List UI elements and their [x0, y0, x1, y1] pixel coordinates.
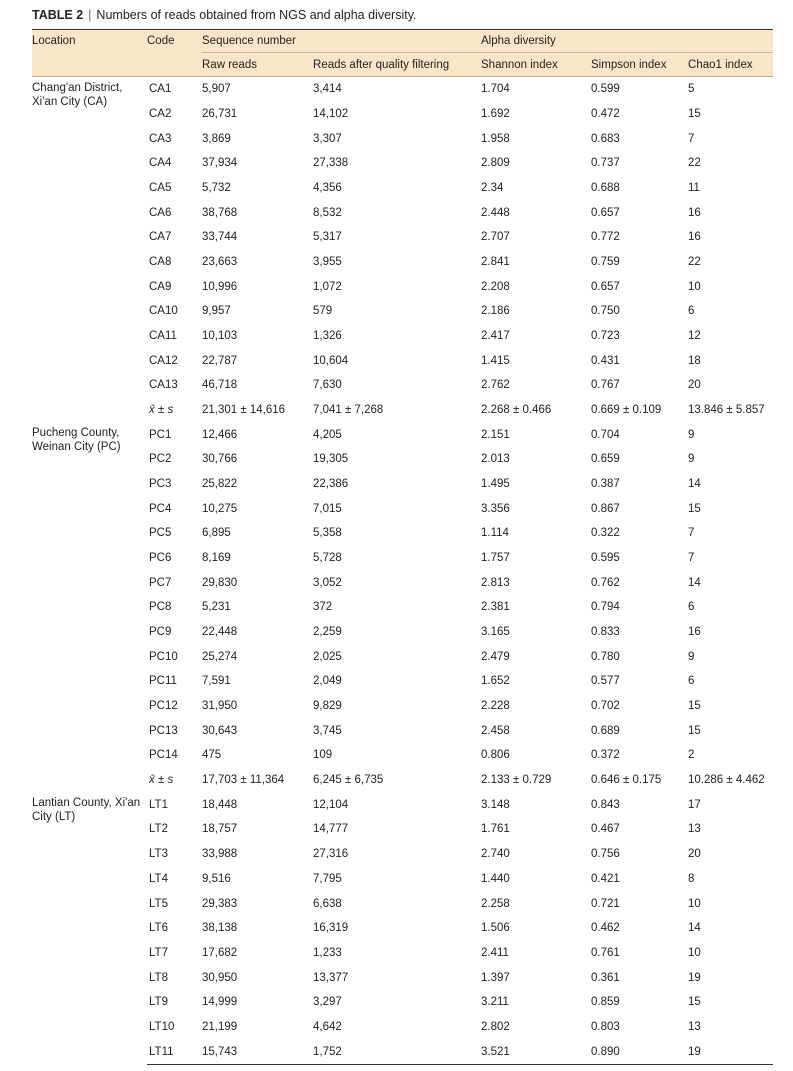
header-chao1-index: Chao1 index: [688, 53, 773, 77]
cell-reads-after-filtering: 22,386: [313, 478, 349, 491]
cell-shannon-index: 2.740: [481, 848, 510, 861]
cell-chao1-index: 20: [688, 848, 701, 861]
cell-code: CA5: [149, 182, 172, 195]
cell-shannon-index: 2.133 ± 0.729: [481, 774, 552, 787]
cell-code: PC1: [149, 428, 172, 441]
cell-code: LT11: [147, 1039, 202, 1064]
cell-raw-reads: 9,516: [202, 872, 231, 885]
cell-raw-reads: 10,996: [202, 280, 238, 293]
cell-chao1-index: 16: [688, 206, 701, 219]
cell-simpson-index: 0.361: [591, 971, 620, 984]
cell-raw-reads: 26,731: [202, 108, 238, 120]
cell-reads-after-filtering: 4,205: [313, 428, 342, 441]
cell-raw-reads: 10,103: [202, 330, 238, 343]
cell-shannon-index: 1.506: [481, 922, 510, 935]
cell-raw-reads: 5,732: [202, 182, 231, 195]
cell-raw-reads: 29,830: [202, 576, 238, 589]
cell-reads-after-filtering: 27,316: [313, 848, 349, 861]
cell-shannon-index: 1.692: [481, 108, 510, 120]
cell-reads-after-filtering: 6,245 ± 6,735: [313, 774, 384, 787]
cell-simpson-index: 0.421: [591, 872, 620, 885]
cell-reads-after-filtering: 10,604: [313, 354, 349, 367]
cell-reads-after-filtering: 5,728: [313, 552, 342, 565]
cell-chao1-index: 10: [688, 946, 701, 959]
cell-chao1-index: 19: [688, 1039, 773, 1064]
table-caption-text: Numbers of reads obtained from NGS and alpha diversity.: [96, 8, 417, 22]
cell-shannon-index: 0.806: [481, 749, 510, 762]
cell-raw-reads: 25,822: [202, 478, 238, 491]
cell-code: PC9: [149, 626, 172, 639]
cell-raw-reads: 33,988: [202, 848, 238, 861]
cell-chao1-index: 16: [688, 626, 701, 639]
cell-chao1-index: 15: [688, 108, 701, 120]
cell-shannon-index: 1.495: [481, 478, 510, 491]
cell-reads-after-filtering: 2,049: [313, 675, 342, 688]
cell-shannon-index: 1.397: [481, 971, 510, 984]
cell-code: CA11: [149, 330, 177, 343]
cell-code: PC7: [149, 576, 172, 589]
cell-shannon-index: 2.411: [481, 946, 509, 959]
cell-chao1-index: 7: [688, 132, 695, 145]
cell-code: PC4: [149, 502, 172, 515]
cell-chao1-index: 13.846 ± 5.857: [688, 404, 765, 417]
cell-code: LT3: [149, 848, 168, 861]
header-raw-reads: Raw reads: [202, 53, 313, 77]
cell-chao1-index: 10: [688, 897, 701, 910]
cell-chao1-index: 22: [688, 157, 701, 170]
cell-code: CA4: [149, 157, 172, 170]
cell-simpson-index: 0.890: [591, 1039, 688, 1064]
cell-shannon-index: 2.762: [481, 379, 510, 392]
cell-reads-after-filtering: 109: [313, 749, 333, 762]
cell-raw-reads: 14,999: [202, 996, 238, 1009]
cell-raw-reads: 37,934: [202, 157, 238, 170]
cell-shannon-index: 1.415: [481, 354, 510, 367]
cell-simpson-index: 0.577: [591, 675, 620, 688]
cell-raw-reads: 38,768: [202, 206, 238, 219]
cell-raw-reads: 8,169: [202, 552, 231, 565]
cell-reads-after-filtering: 579: [313, 305, 333, 318]
cell-code: PC14: [149, 749, 178, 762]
location-pc: Pucheng County, Weinan City (PC): [32, 427, 121, 454]
cell-simpson-index: 0.683: [591, 132, 620, 145]
cell-reads-after-filtering: 27,338: [313, 157, 349, 170]
cell-reads-after-filtering: 13,377: [313, 971, 349, 984]
cell-raw-reads: 22,787: [202, 354, 238, 367]
cell-raw-reads: 12,466: [202, 428, 238, 441]
cell-chao1-index: 6: [688, 601, 695, 614]
cell-code: PC6: [149, 552, 172, 565]
cell-shannon-index: 1.761: [481, 823, 510, 836]
cell-simpson-index: 0.867: [591, 502, 620, 515]
cell-shannon-index: 2.208: [481, 280, 510, 293]
cell-shannon-index: 3.165: [481, 626, 510, 639]
cell-raw-reads: 5,231: [202, 601, 231, 614]
cell-raw-reads: 21,199: [202, 1020, 238, 1033]
table-row: [32, 422, 773, 447]
cell-shannon-index: 2.186: [481, 305, 510, 318]
cell-chao1-index: 7: [688, 527, 695, 540]
cell-simpson-index: 0.702: [591, 700, 620, 713]
cell-shannon-index: 2.258: [481, 897, 510, 910]
cell-raw-reads: 15,743: [202, 1039, 313, 1064]
cell-simpson-index: 0.761: [591, 946, 620, 959]
cell-raw-reads: 30,766: [202, 453, 238, 466]
cell-simpson-index: 0.322: [591, 527, 620, 540]
cell-simpson-index: 0.462: [591, 922, 620, 935]
cell-code: CA10: [149, 305, 178, 318]
cell-code: LT7: [149, 946, 168, 959]
cell-code: PC3: [149, 478, 172, 491]
cell-shannon-index: 2.417: [481, 330, 510, 343]
cell-shannon-index: 2.458: [481, 724, 510, 737]
cell-reads-after-filtering: 5,358: [313, 527, 342, 540]
cell-chao1-index: 14: [688, 576, 701, 589]
cell-shannon-index: 2.34: [481, 182, 504, 195]
cell-code: LT5: [149, 897, 168, 910]
cell-simpson-index: 0.657: [591, 206, 620, 219]
cell-simpson-index: 0.803: [591, 1020, 620, 1033]
cell-simpson-index: 0.595: [591, 552, 620, 565]
cell-raw-reads: 18,448: [202, 798, 238, 811]
cell-code: PC2: [149, 453, 172, 466]
cell-chao1-index: 15: [688, 502, 701, 515]
cell-chao1-index: 6: [688, 675, 695, 688]
cell-code: CA3: [149, 132, 172, 145]
location-ca: Chang'an District, Xi'an City (CA): [32, 82, 123, 108]
cell-reads-after-filtering: 16,319: [313, 922, 349, 935]
cell-reads-after-filtering: 3,745: [313, 724, 342, 737]
cell-shannon-index: 1.440: [481, 872, 510, 885]
cell-code: LT2: [149, 823, 168, 836]
cell-code: CA2: [149, 108, 172, 120]
cell-raw-reads: 30,643: [202, 724, 238, 737]
cell-reads-after-filtering: 7,795: [313, 872, 342, 885]
cell-shannon-index: 2.809: [481, 157, 510, 170]
cell-reads-after-filtering: 7,630: [313, 379, 342, 392]
cell-raw-reads: 46,718: [202, 379, 238, 392]
cell-chao1-index: 14: [688, 922, 701, 935]
cell-simpson-index: 0.372: [591, 749, 620, 762]
cell-simpson-index: 0.780: [591, 650, 620, 663]
cell-reads-after-filtering: 1,326: [313, 330, 342, 343]
header-sequence-number: Sequence number: [202, 30, 481, 53]
cell-simpson-index: 0.721: [591, 897, 620, 910]
cell-raw-reads: 18,757: [202, 823, 238, 836]
cell-code: LT4: [149, 872, 168, 885]
header-reads-after-filtering: Reads after quality filtering: [313, 53, 481, 77]
cell-reads-after-filtering: 1,072: [313, 280, 342, 293]
cell-simpson-index: 0.759: [591, 256, 620, 269]
cell-code: PC8: [149, 601, 172, 614]
cell-reads-after-filtering: 6,638: [313, 897, 342, 910]
cell-chao1-index: 9: [688, 650, 695, 663]
cell-simpson-index: 0.599: [591, 83, 620, 96]
cell-reads-after-filtering: 19,305: [313, 453, 349, 466]
cell-chao1-index: 9: [688, 428, 695, 441]
cell-reads-after-filtering: 1,233: [313, 946, 342, 959]
cell-chao1-index: 9: [688, 453, 695, 466]
cell-shannon-index: 1.652: [481, 675, 510, 688]
cell-code: PC12: [149, 700, 178, 713]
cell-simpson-index: 0.859: [591, 996, 620, 1009]
cell-raw-reads: 5,907: [202, 83, 231, 96]
cell-code: LT8: [149, 971, 168, 984]
cell-chao1-index: 15: [688, 724, 701, 737]
cell-chao1-index: 17: [688, 798, 701, 811]
cell-simpson-index: 0.794: [591, 601, 620, 614]
cell-code: PC13: [149, 724, 178, 737]
cell-code: CA12: [149, 354, 178, 367]
cell-code: x̄ ± s: [149, 404, 174, 417]
cell-raw-reads: 10,275: [202, 502, 238, 515]
cell-code: CA8: [149, 256, 172, 269]
cell-shannon-index: 2.813: [481, 576, 510, 589]
cell-simpson-index: 0.704: [591, 428, 620, 441]
cell-code: CA1: [149, 83, 172, 96]
cell-code: LT6: [149, 922, 168, 935]
header-simpson-index: Simpson index: [591, 53, 688, 77]
cell-simpson-index: 0.646 ± 0.175: [591, 774, 662, 787]
cell-simpson-index: 0.657: [591, 280, 620, 293]
cell-simpson-index: 0.843: [591, 798, 620, 811]
cell-raw-reads: 7,591: [202, 675, 231, 688]
cell-chao1-index: 14: [688, 478, 701, 491]
cell-reads-after-filtering: 3,414: [313, 83, 342, 96]
cell-simpson-index: 0.688: [591, 182, 620, 195]
cell-code: LT1: [149, 798, 168, 811]
cell-chao1-index: 7: [688, 552, 695, 565]
cell-chao1-index: 16: [688, 231, 701, 244]
cell-reads-after-filtering: 14,102: [313, 108, 349, 120]
cell-chao1-index: 13: [688, 1020, 701, 1033]
cell-shannon-index: 2.841: [481, 256, 510, 269]
cell-simpson-index: 0.431: [591, 354, 620, 367]
table-row: [32, 792, 773, 817]
cell-code: PC11: [149, 675, 177, 688]
cell-raw-reads: 38,138: [202, 922, 238, 935]
cell-raw-reads: 22,448: [202, 626, 238, 639]
cell-reads-after-filtering: 1,752: [313, 1039, 481, 1064]
cell-shannon-index: 1.757: [481, 552, 510, 565]
cell-reads-after-filtering: 2,259: [313, 626, 342, 639]
cell-reads-after-filtering: 8,532: [313, 206, 342, 219]
header-shannon-index: Shannon index: [481, 53, 591, 77]
cell-code: PC10: [149, 650, 178, 663]
cell-simpson-index: 0.467: [591, 823, 620, 836]
cell-shannon-index: 3.356: [481, 502, 510, 515]
cell-simpson-index: 0.756: [591, 848, 620, 861]
cell-raw-reads: 21,301 ± 14,616: [202, 404, 286, 417]
cell-reads-after-filtering: 5,317: [313, 231, 342, 244]
cell-shannon-index: 2.151: [481, 428, 510, 441]
cell-code: CA6: [149, 206, 172, 219]
cell-shannon-index: 3.148: [481, 798, 510, 811]
table-caption-separator: |: [88, 8, 92, 22]
cell-shannon-index: 2.448: [481, 206, 510, 219]
cell-raw-reads: 29,383: [202, 897, 238, 910]
cell-chao1-index: 19: [688, 971, 701, 984]
cell-reads-after-filtering: 9,829: [313, 700, 342, 713]
cell-simpson-index: 0.659: [591, 453, 620, 466]
cell-code: CA13: [149, 379, 178, 392]
cell-simpson-index: 0.762: [591, 576, 620, 589]
cell-simpson-index: 0.833: [591, 626, 620, 639]
cell-simpson-index: 0.472: [591, 108, 620, 120]
cell-chao1-index: 11: [688, 182, 700, 195]
cell-code: x̄ ± s: [149, 774, 174, 787]
cell-simpson-index: 0.750: [591, 305, 620, 318]
cell-shannon-index: 2.802: [481, 1020, 510, 1033]
cell-shannon-index: 2.268 ± 0.466: [481, 404, 552, 417]
cell-shannon-index: 1.114: [481, 527, 509, 540]
cell-raw-reads: 23,663: [202, 256, 238, 269]
cell-raw-reads: 17,682: [202, 946, 238, 959]
header-alpha-diversity: Alpha diversity: [481, 30, 773, 53]
cell-simpson-index: 0.689: [591, 724, 620, 737]
cell-simpson-index: 0.723: [591, 330, 620, 343]
cell-raw-reads: 33,744: [202, 231, 238, 244]
cell-chao1-index: 10.286 ± 4.462: [688, 774, 765, 787]
cell-reads-after-filtering: 3,307: [313, 132, 342, 145]
cell-reads-after-filtering: 2,025: [313, 650, 342, 663]
cell-simpson-index: 0.767: [591, 379, 620, 392]
cell-reads-after-filtering: 3,297: [313, 996, 342, 1009]
cell-shannon-index: 3.211: [481, 996, 509, 1009]
reads-diversity-table: [32, 29, 773, 1065]
cell-shannon-index: 2.228: [481, 700, 510, 713]
cell-raw-reads: 25,274: [202, 650, 238, 663]
cell-chao1-index: 6: [688, 305, 695, 318]
cell-shannon-index: 2.381: [481, 601, 510, 614]
cell-reads-after-filtering: 4,642: [313, 1020, 342, 1033]
cell-chao1-index: 13: [688, 823, 701, 836]
cell-reads-after-filtering: 4,356: [313, 182, 342, 195]
cell-raw-reads: 9,957: [202, 305, 231, 318]
cell-shannon-index: 3.521: [481, 1039, 591, 1064]
table-row: [32, 77, 773, 102]
cell-chao1-index: 10: [688, 280, 701, 293]
cell-shannon-index: 1.704: [481, 83, 510, 96]
cell-simpson-index: 0.737: [591, 157, 620, 170]
cell-shannon-index: 2.479: [481, 650, 510, 663]
cell-chao1-index: 20: [688, 379, 701, 392]
cell-shannon-index: 2.707: [481, 231, 510, 244]
location-lt: Lantian County, Xi'an City (LT): [32, 797, 141, 824]
cell-shannon-index: 1.958: [481, 132, 510, 145]
cell-raw-reads: 30,950: [202, 971, 238, 984]
cell-raw-reads: 31,950: [202, 700, 238, 713]
cell-code: CA7: [149, 231, 172, 244]
cell-chao1-index: 15: [688, 700, 701, 713]
cell-chao1-index: 18: [688, 354, 701, 367]
cell-raw-reads: 6,895: [202, 527, 231, 540]
header-code: Code: [147, 30, 202, 53]
header-location: Location: [32, 30, 147, 53]
cell-code: LT9: [149, 996, 168, 1009]
cell-code: PC5: [149, 527, 172, 540]
cell-code: CA9: [149, 280, 172, 293]
cell-code: LT10: [149, 1020, 175, 1033]
cell-chao1-index: 2: [688, 749, 695, 762]
cell-reads-after-filtering: 14,777: [313, 823, 349, 836]
cell-chao1-index: 8: [688, 872, 695, 885]
cell-chao1-index: 5: [688, 83, 695, 96]
cell-reads-after-filtering: 3,052: [313, 576, 342, 589]
table-body: [32, 77, 773, 1065]
cell-reads-after-filtering: 7,041 ± 7,268: [313, 404, 384, 417]
cell-raw-reads: 475: [202, 749, 222, 762]
cell-raw-reads: 17,703 ± 11,364: [202, 774, 285, 787]
cell-reads-after-filtering: 7,015: [313, 502, 342, 515]
cell-simpson-index: 0.387: [591, 478, 620, 491]
cell-chao1-index: 15: [688, 996, 701, 1009]
table-header: [32, 30, 773, 77]
cell-reads-after-filtering: 12,104: [313, 798, 349, 811]
cell-shannon-index: 2.013: [481, 453, 510, 466]
cell-reads-after-filtering: 3,955: [313, 256, 342, 269]
table-caption-label: TABLE 2: [32, 8, 84, 22]
cell-raw-reads: 3,869: [202, 132, 231, 145]
cell-chao1-index: 12: [688, 330, 701, 343]
table-caption: [32, 8, 416, 22]
cell-simpson-index: 0.669 ± 0.109: [591, 404, 662, 417]
cell-reads-after-filtering: 372: [313, 601, 333, 614]
cell-simpson-index: 0.772: [591, 231, 620, 244]
cell-chao1-index: 22: [688, 256, 701, 269]
